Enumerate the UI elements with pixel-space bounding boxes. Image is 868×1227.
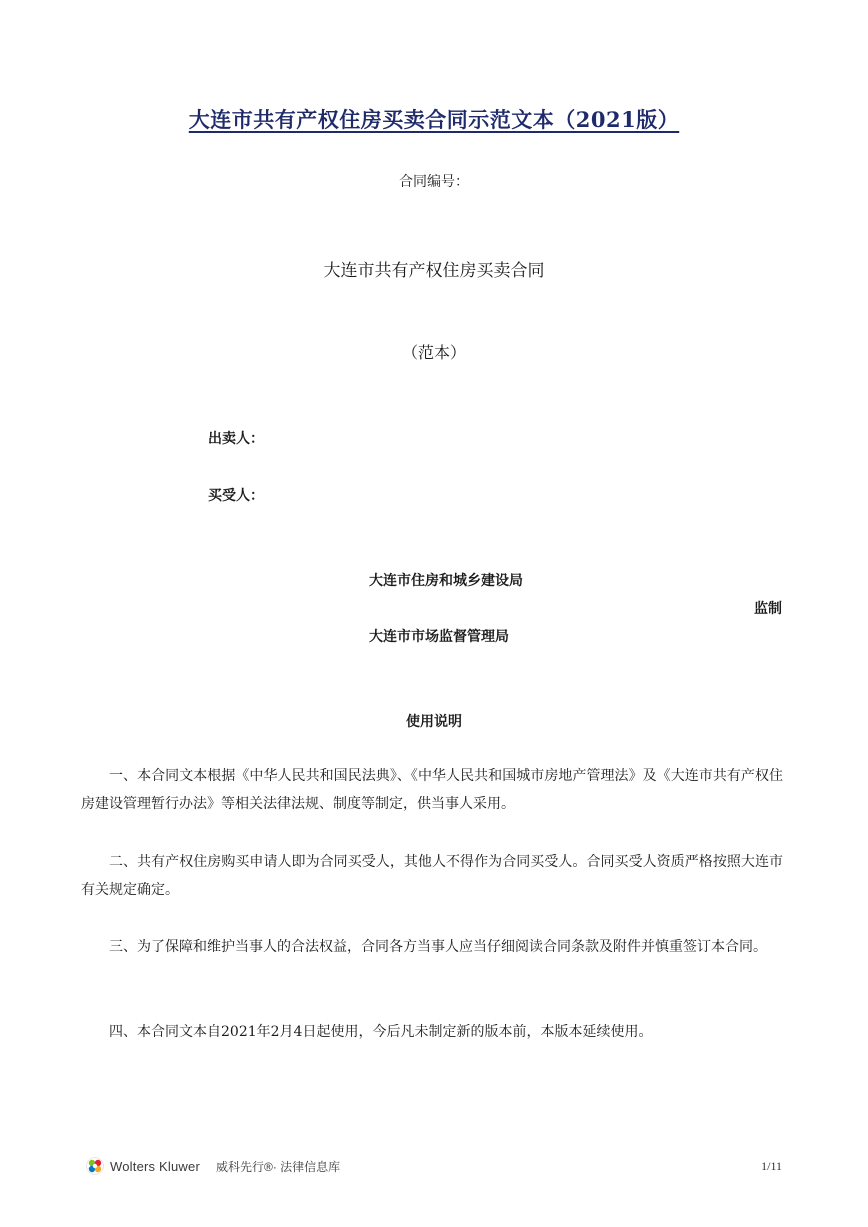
sample-label: （范本） [401, 343, 466, 362]
footer-brand-cn: 威科先行®· 法律信息库 [215, 1159, 341, 1174]
contract-name: 大连市共有产权住房买卖合同 [323, 261, 545, 281]
wolters-kluwer-logo-icon [86, 1157, 104, 1175]
usage-paragraph-4: 四、本合同文本自2021年2月4日起使用，今后凡未制定新的版本前，本版本延续使用。 [109, 1024, 653, 1040]
seller-label: 出卖人： [208, 431, 264, 447]
usage-instructions-title: 使用说明 [406, 714, 462, 730]
supervise-label: 监制 [754, 601, 782, 617]
usage-paragraph-2: 二、共有产权住房购买申请人即为合同买受人，其他人不得作为合同买受人。合同买受人资质严格按照大连市有关规定确定。 [81, 854, 783, 898]
footer-branding [86, 1157, 340, 1175]
contract-number-label: 合同编号： [399, 174, 469, 190]
document-title: 大连市共有产权住房买卖合同示范文本（2021版） [188, 107, 680, 132]
usage-paragraph-1: 一、本合同文本根据《中华人民共和国民法典》、《中华人民共和国城市房地产管理法》及《大连市共有产权住房建设管理暂行办法》等相关法律法规、制度等制定，供当事人采用。 [81, 768, 783, 812]
footer-brand: Wolters Kluwer [110, 1158, 200, 1174]
buyer-label: 买受人： [208, 488, 264, 504]
usage-paragraph-3: 三、为了保障和维护当事人的合法权益，合同各方当事人应当仔细阅读合同条款及附件并慎重签订本合同。 [109, 939, 767, 955]
page-number: 1/11 [761, 1159, 782, 1173]
authority-market-bureau: 大连市市场监督管理局 [369, 629, 509, 645]
authority-housing-bureau: 大连市住房和城乡建设局 [369, 573, 523, 589]
